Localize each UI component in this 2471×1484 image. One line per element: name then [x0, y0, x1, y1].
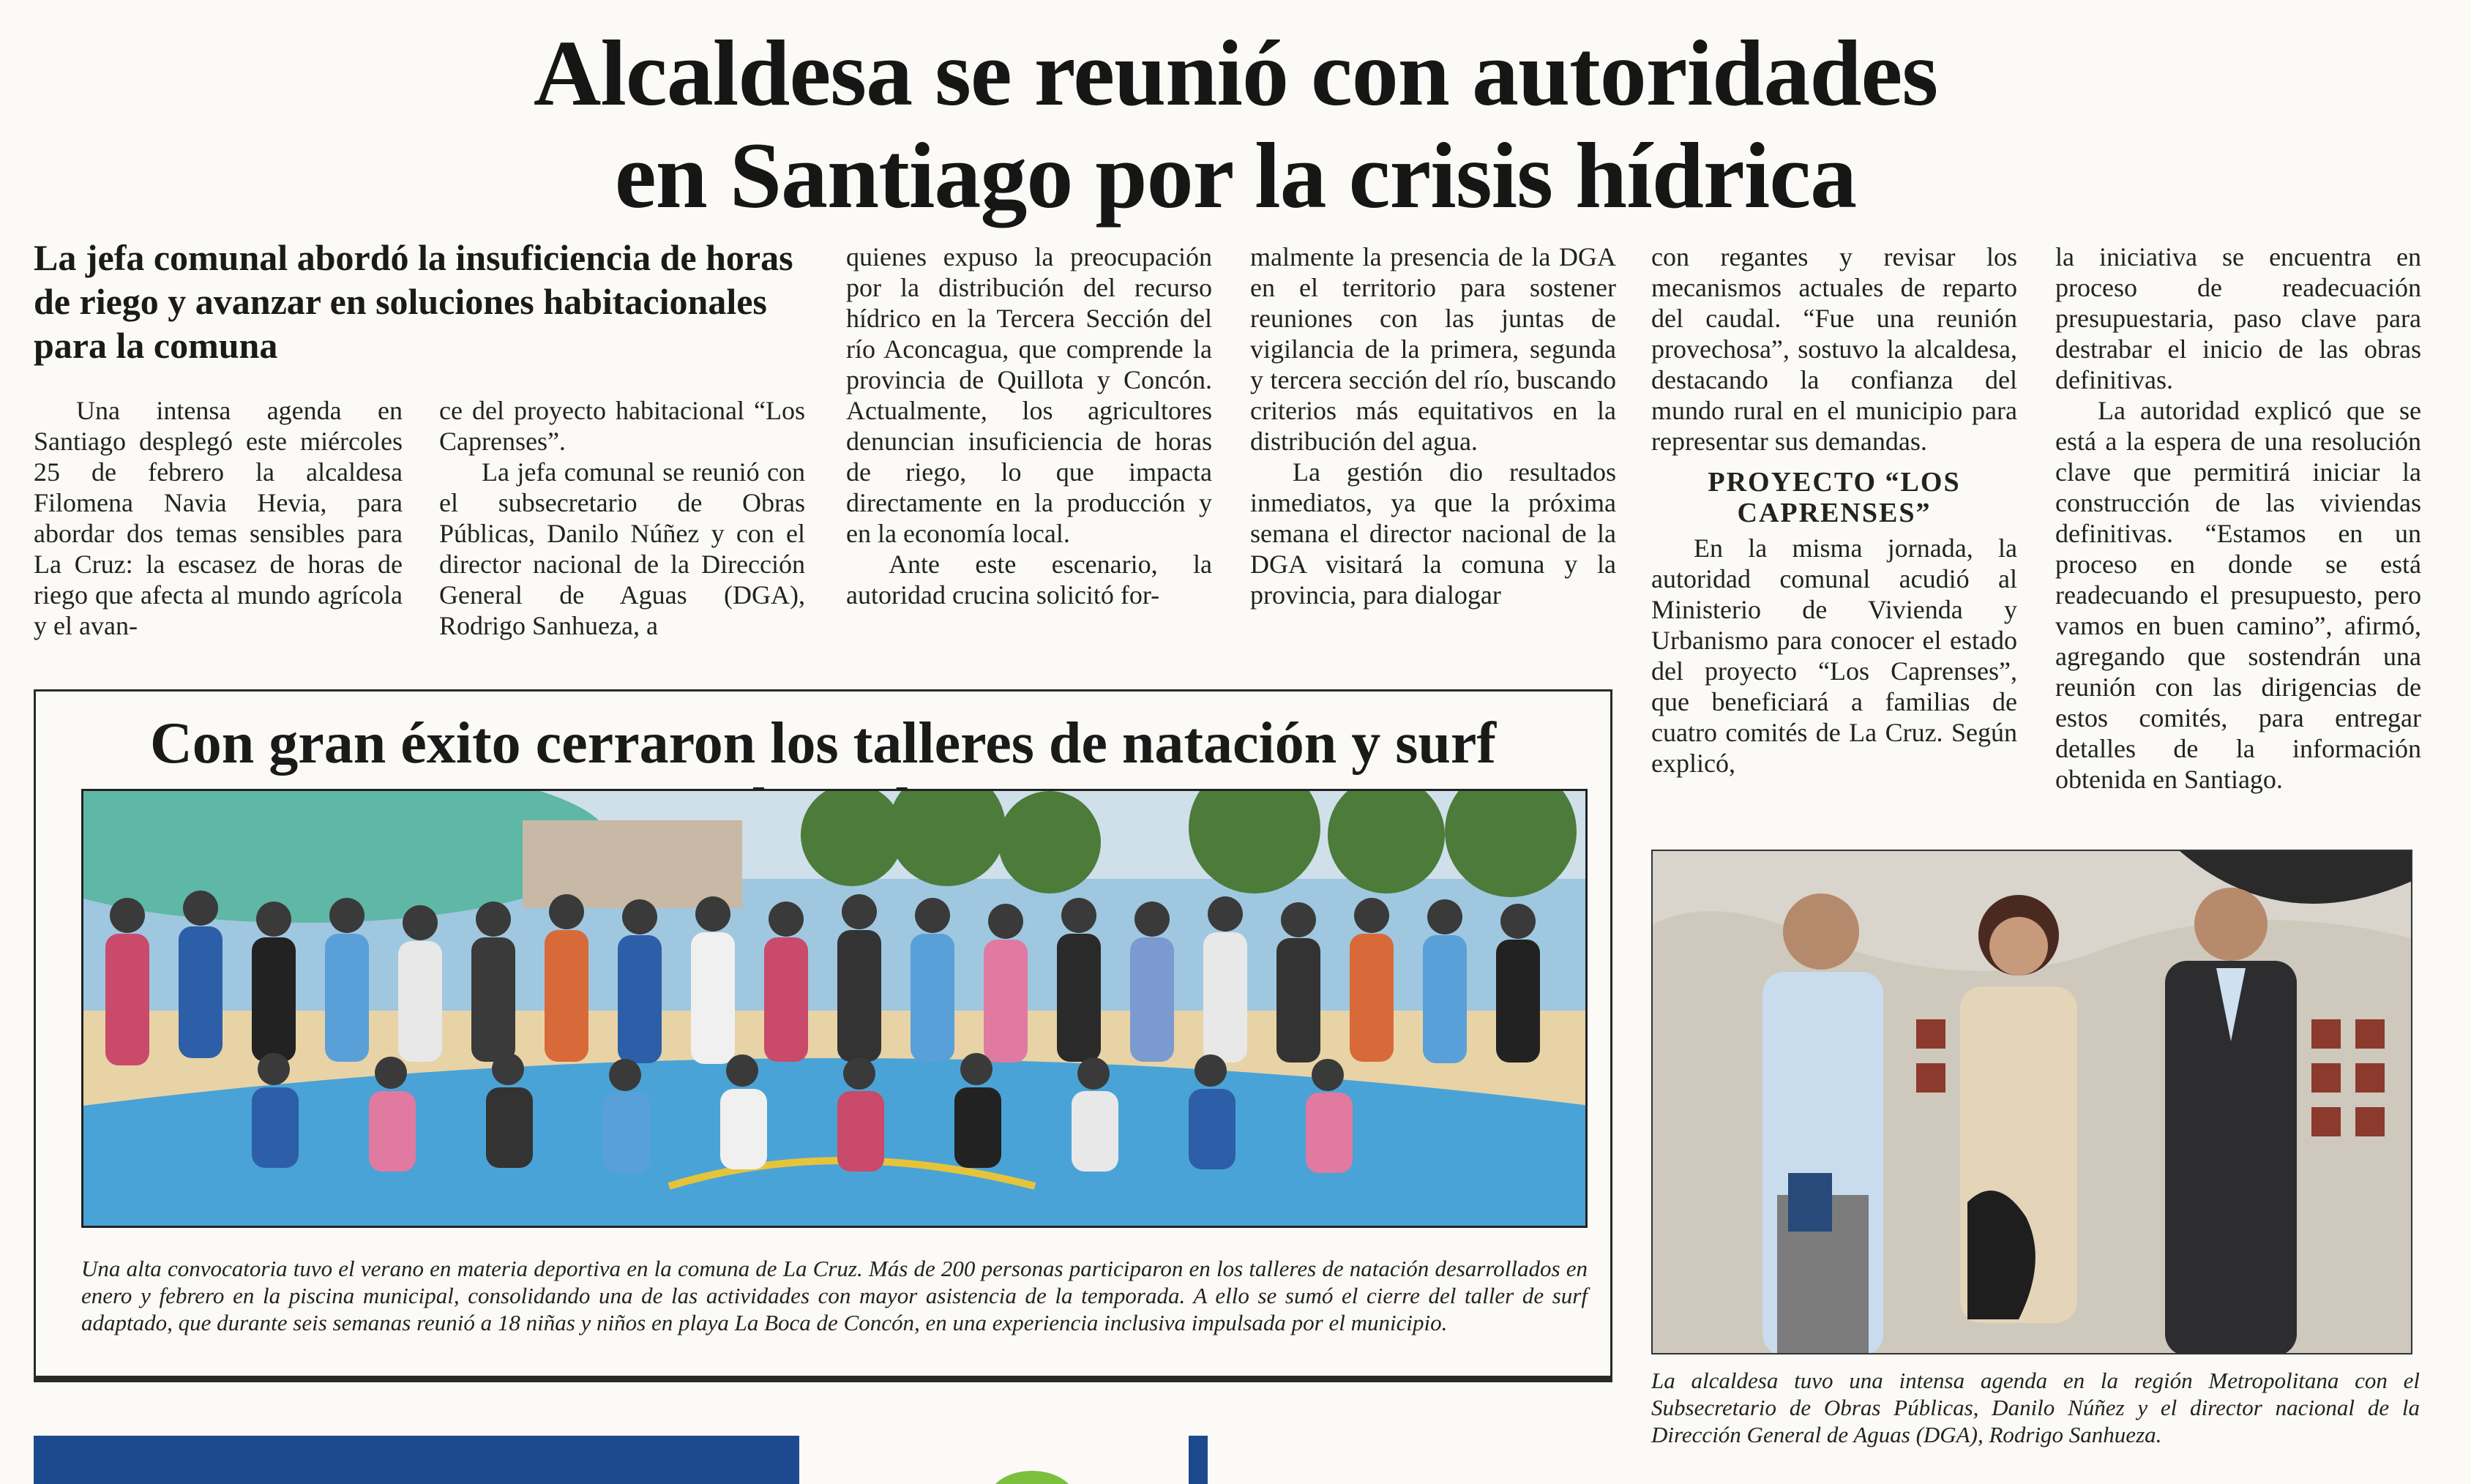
- boxed-story: [34, 689, 1612, 1382]
- section-subhead: PROYECTO “LOS CAPRENSES”: [1708, 467, 1961, 528]
- article-column-1: [34, 395, 403, 641]
- group-photo: [81, 789, 1588, 1228]
- column-2-paragraph-2: La jefa comunal se reunió con el subsecretario de Obras Públicas, Danilo Núñez y con el director nacional de la Dirección General de Aguas (DGA), Rodrigo Sanhueza, a: [439, 457, 805, 640]
- headline-line-2: en Santiago por la crisis hídrica: [614, 124, 1857, 228]
- article-column-5: [1651, 241, 2017, 779]
- column-4-paragraph-2: La gestión dio resultados inmediatos, ya que la próxima semana el director nacional de la DGA visitará la comuna y la provincia, para dialogar: [1250, 457, 1616, 610]
- column-4-paragraph-1: malmente la presencia de la DGA en el territorio para sostener reuniones con las juntas de vigilancia de la primera, segunda y tercera sección del río, buscando criterios más equitativos en la distribución del agua.: [1250, 242, 1616, 456]
- meeting-photo-caption: La alcaldesa tuvo una intensa agenda en la región Metropolitana con el Subsecretario de Obras Públicas, Danilo Núñez y el director nacional de la Dirección General de Aguas (DGA), Rodrigo Sanhueza.: [1651, 1368, 2420, 1447]
- column-5-paragraph-2: En la misma jornada, la autoridad comunal acudió al Ministerio de Vivienda y Urbanismo para conocer el estado del proyecto “Los Caprenses”, que beneficiará a familias de cuatro comités de La Cruz. Según explicó,: [1651, 533, 2017, 778]
- article-column-4: [1250, 241, 1616, 610]
- box-caption: Una alta convocatoria tuvo el verano en materia deportiva en la comuna de La Cruz. Más de 200 personas participaron en los talleres de natación desarrollados en enero y febrero en la piscina municipal, consolidando una de las actividades con mayor asistencia de la temporada. A ello se sumó el cierre del taller de surf adaptado, que durante seis semanas reunió a 18 niñas y niños en playa La Boca de Concón, en una experiencia inclusiva impulsada por el municipio.: [81, 1256, 1588, 1335]
- ad-banner-blue: [34, 1436, 799, 1484]
- ad-logo-shape: [908, 1456, 1105, 1484]
- article-column-2: [439, 395, 805, 641]
- column-6-paragraph-2: La autoridad explicó que se está a la espera de una resolución clave que permitirá iniciar la construcción de las viviendas definitivas. “Estamos en un proceso en donde se está readecuando el presupuesto, pero vamos en buen camino”, afirmó, agregando que sostendrán una reunión con las dirigencias de estos comités, para entregar detalles de la información obtenida en Santiago.: [2055, 396, 2421, 794]
- column-3-paragraph-2: Ante este escenario, la autoridad crucina solicitó for-: [846, 550, 1212, 610]
- article-column-3: [846, 241, 1212, 610]
- column-3-paragraph-1: quienes expuso la preocupación por la distribución del recurso hídrico en la Tercera Sección del río Aconcagua, que comprende la provincia de Quillota y Concón. Actualmente, los agricultores denuncian insuficiencia de horas de riego, lo que impacta directamente en la producción y en la economía local.: [846, 242, 1212, 548]
- box-headline: Con gran éxito cerraron los talleres de natación y surf: [149, 711, 1497, 776]
- ad-banner-bar: [1189, 1436, 1208, 1484]
- meeting-photo-illustration: [1653, 851, 2412, 1354]
- article-deck: La jefa comunal abordó la insuficiencia de horas de riego y avanzar en soluciones habitacionales para la comuna: [34, 237, 793, 366]
- article-column-6: [2055, 241, 2421, 795]
- group-photo-illustration: [83, 791, 1588, 1228]
- column-2-paragraph-1: ce del proyecto habitacional “Los Caprenses”.: [439, 396, 805, 456]
- meeting-photo: [1651, 850, 2412, 1354]
- column-6-paragraph-1: la iniciativa se encuentra en proceso de readecuación presupuestaria, paso clave para destrabar el inicio de las obras definitivas.: [2055, 242, 2421, 394]
- column-5-paragraph-1: con regantes y revisar los mecanismos actuales de reparto del caudal. “Fue una reunión provechosa”, sostuvo la alcaldesa, destacando la confianza del mundo rural en el municipio para representar sus demandas.: [1651, 242, 2017, 456]
- column-1-paragraph: Una intensa agenda en Santiago desplegó este miércoles 25 de febrero la alcaldesa Filomena Navia Hevia, para abordar dos temas sensibles para La Cruz: la escasez de horas de riego que afecta al mundo agrícola y el avan-: [34, 396, 403, 640]
- article-headline: [0, 22, 2471, 227]
- headline-line-1: Alcaldesa se reunió con autoridades: [533, 21, 1938, 125]
